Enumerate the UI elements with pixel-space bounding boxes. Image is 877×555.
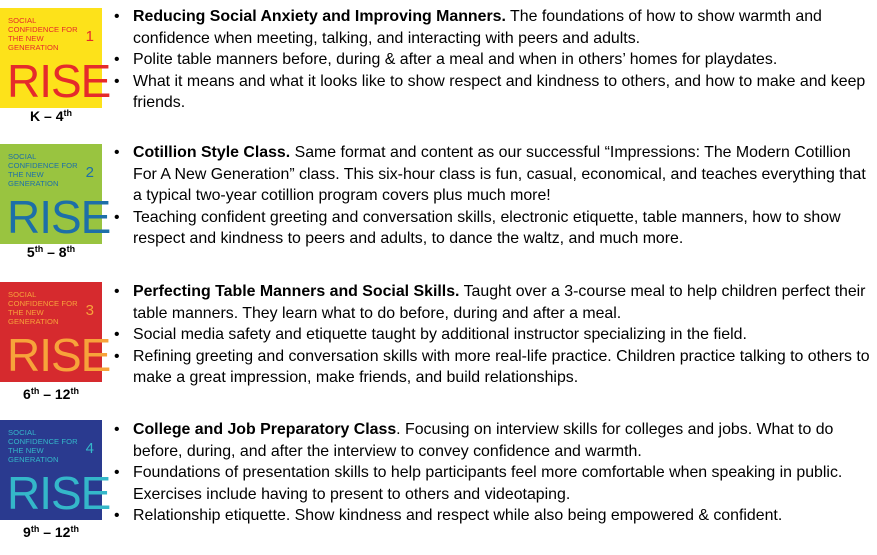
item-text: Social media safety and etiquette taught by additional instructor specializing in the field. [133, 326, 747, 343]
list-item [112, 207, 872, 250]
item-text: The foundations of how to show warmth and confidence when meeting, talking, and interacting with peers and adults. [133, 8, 822, 47]
logo-tagline: SOCIAL CONFIDENCE FOR THE NEW GENERATION [8, 290, 78, 326]
grade-label [0, 244, 102, 260]
logo-number: 1 [85, 28, 94, 45]
logo-word: RISE [7, 191, 111, 243]
list-item [112, 505, 872, 527]
bullet-icon: • [114, 208, 120, 226]
item-heading: Perfecting Table Manners and Social Skills. [133, 283, 460, 300]
bullet-icon: • [114, 507, 120, 524]
list-item [112, 419, 872, 462]
grade-sup: th [63, 108, 72, 118]
grade-main: 9 [23, 524, 31, 540]
item-heading: Reducing Social Anxiety and Improving Manners. [133, 8, 506, 25]
list-item [112, 281, 872, 324]
grade-sup: th [70, 386, 79, 396]
item-text: . Focusing on interview skills for colleges and jobs. What to do before, during, and after the interview to convey confidence and warmth. [133, 421, 834, 460]
item-heading: College and Job Preparatory Class [133, 421, 397, 438]
logo-word: RISE [7, 55, 111, 107]
logo-tagline: SOCIAL CONFIDENCE FOR THE NEW GENERATION [8, 16, 78, 52]
item-text: Relationship etiquette. Show kindness and respect while also being empowered & confident. [133, 507, 783, 524]
bullet-list [112, 419, 872, 527]
item-text: What it means and what it looks like to show respect and kindness to others, and how to make and keep friends. [133, 72, 866, 111]
list-item [112, 49, 872, 71]
logo-number: 3 [85, 302, 94, 319]
grade-sup: th [30, 524, 40, 534]
rise-1-logo [0, 8, 111, 108]
bullet-icon: • [114, 72, 120, 90]
logo-number: 2 [85, 164, 94, 181]
grade-label [0, 524, 102, 540]
grade-label [0, 108, 102, 124]
grade-main: K – 4 [30, 108, 64, 124]
item-text: Refining greeting and conversation skills with more real-life practice. Children practice talking to others to make a great impression, make friends, and build relationships. [133, 347, 870, 386]
grade-sup: th [66, 244, 76, 254]
item-text: Foundations of presentation skills to help participants feel more comfortable when speaking in public. Exercises include having to present to others and videotaping. [133, 464, 843, 503]
bullet-icon: • [114, 283, 120, 300]
logo-word: RISE [7, 329, 111, 381]
grade-main: 5 [26, 244, 35, 260]
grade-main: 6 [23, 386, 31, 402]
rise-4-logo [0, 420, 111, 520]
item-text: Taught over a 3-course meal to help children perfect their table manners. They learn what to do before, during and after a meal. [133, 283, 866, 322]
bullet-list [112, 281, 872, 389]
grade-tail: – 8 [43, 244, 67, 260]
bullet-list [112, 142, 872, 250]
list-item [112, 71, 872, 114]
grade-sup: th [30, 386, 40, 396]
item-heading: Cotillion Style Class. [133, 144, 291, 161]
logo-number: 4 [85, 440, 94, 457]
logo-tagline: SOCIAL CONFIDENCE FOR THE NEW GENERATION [8, 428, 78, 464]
bullet-icon: • [114, 464, 120, 481]
item-text: Polite table manners before, during & after a meal and when in others’ homes for playdates. [133, 51, 778, 68]
bullet-icon: • [114, 421, 120, 438]
list-item [112, 462, 872, 505]
rise-3-logo [0, 282, 111, 382]
bullet-icon: • [114, 144, 120, 161]
list-item [112, 6, 872, 49]
bullet-list [112, 6, 872, 114]
bullet-icon: • [114, 8, 120, 25]
grade-label [0, 386, 102, 402]
logo-word: RISE [7, 467, 111, 519]
grade-tail: – 12 [39, 386, 71, 402]
grade-sup: th [70, 524, 79, 534]
grade-tail: – 12 [39, 524, 71, 540]
rise-2-logo [0, 144, 111, 244]
logo-tagline: SOCIAL CONFIDENCE FOR THE NEW GENERATION [8, 152, 78, 188]
list-item [112, 346, 872, 389]
item-text: Teaching confident greeting and conversation skills, electronic etiquette, table manners, how to show respect and kindness to peers and adults, to dance the waltz, and much more. [133, 208, 841, 247]
bullet-icon: • [114, 51, 120, 68]
list-item [112, 142, 872, 207]
bullet-icon: • [114, 326, 120, 343]
list-item [112, 324, 872, 346]
grade-sup: th [34, 244, 44, 254]
item-text: Same format and content as our successful “Impressions: The Modern Cotillion For A New Generation” class. This six-hour class is fun, casual, economical, and teaches everything that a typical two-year cotillion program covers plus much more! [133, 144, 866, 204]
bullet-icon: • [114, 347, 120, 365]
